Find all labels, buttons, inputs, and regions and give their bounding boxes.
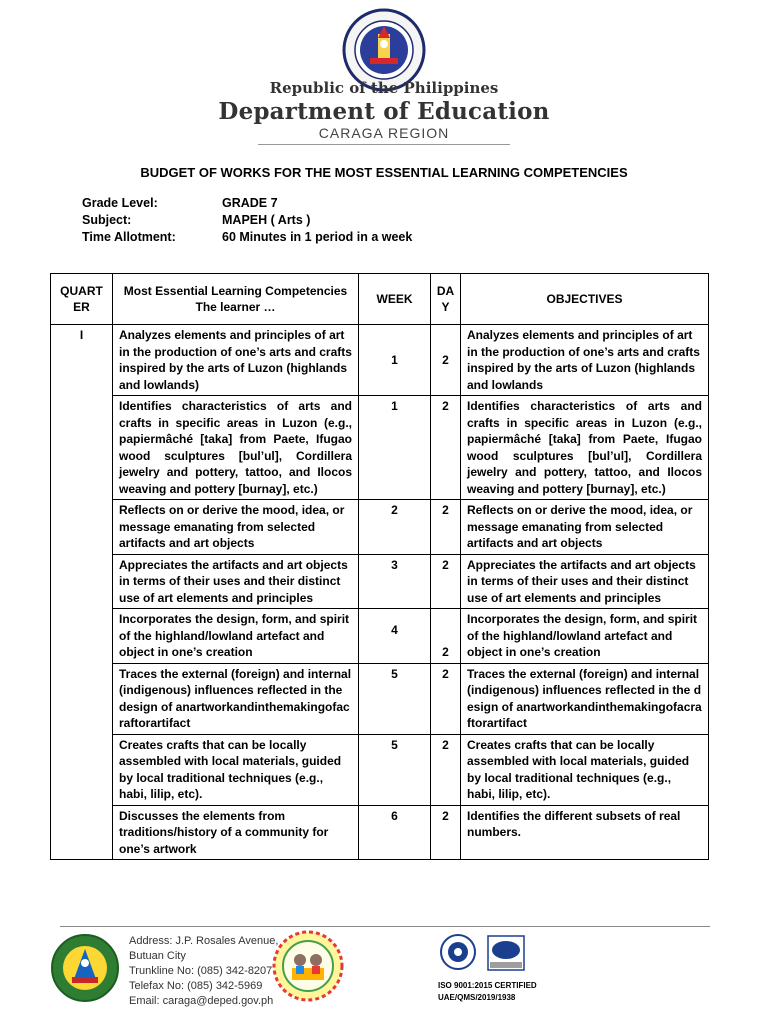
day-cell: 2 [431,609,461,664]
week-cell: 4 [359,609,431,664]
header-competency-line1: Most Essential Learning Competencies [123,283,348,298]
table-row [51,663,709,734]
day-cell: 2 [431,396,461,500]
quarter-cell: I [51,325,113,860]
header-divider [258,144,510,145]
table-row [51,554,709,609]
address-city: Butuan City [129,950,186,962]
day-cell: 2 [431,663,461,734]
iso-cert-label: ISO 9001:2015 CERTIFIED [438,981,537,990]
info-label: Subject: [82,213,132,227]
footer-divider [60,926,710,927]
objective-cell: Identifies characteristics of arts and crafts in specific areas in Luzon (e.g., papiermâché [taka] from Paete, Ifugao wood sculptures [bul’ul], Cordillera jewelry and pottery, tattoo, and Ilocos weaving and pottery [burnay], etc.) [461,396,709,500]
caraga-region-logo [50,933,120,1003]
competency-cell: Analyzes elements and principles of art in the production of one’s arts and crafts inspired by the arts of Luzon (highlands and lowlands) [113,325,359,396]
table-row [51,609,709,664]
iso-cert-number: UAE/QMS/2019/1938 [438,993,516,1002]
day-cell: 2 [431,805,461,860]
region-name: CARAGA REGION [318,125,450,141]
table-row [51,734,709,805]
header-week: WEEK [359,274,431,325]
day-cell: 2 [431,734,461,805]
competency-cell: Creates crafts that can be locally assembled with local materials, guided by local traditional techniques (e.g., habi, lilip, etc). [113,734,359,805]
info-value: MAPEH ( Arts ) [222,213,311,227]
week-cell: 5 [359,663,431,734]
course-info [82,196,412,247]
week-cell: 5 [359,734,431,805]
objective-cell: Incorporates the design, form, and spirit of the highland/lowland artefact and object in one’s creation [461,609,709,664]
week-cell: 1 [359,396,431,500]
telefax: Telefax No: (085) 342-5969 [129,980,263,992]
table-row [51,396,709,500]
competency-cell: Reflects on or derive the mood, idea, or message emanating from selected artifacts and art objects [113,500,359,555]
day-cell: 2 [431,500,461,555]
table-header-row [51,274,709,325]
day-cell: 2 [431,554,461,609]
day-cell: 2 [431,325,461,396]
header-competency [113,274,359,325]
objective-cell: Creates crafts that can be locally assembled with local materials, guided by local traditional techniques (e.g., habi, lilip, etc). [461,734,709,805]
objective-cell: Traces the external (foreign) and internal (indigenous) influences reflected in the design of anartworkandinthemakingofacraftorartifact [461,663,709,734]
header-objectives: OBJECTIVES [461,274,709,325]
info-label: Time Allotment: [82,230,176,244]
header-competency-line2: The learner … [195,300,276,314]
trunkline: Trunkline No: (085) 342-8207 [129,965,273,977]
competency-cell: Identifies characteristics of arts and crafts in specific areas in Luzon (e.g., papiermâché [taka] from Paete, Ifugao wood sculptures [bul’ul], Cordillera jewelry and pottery, tattoo, and Ilocos weaving and pottery [burnay], etc.) [113,396,359,500]
week-cell: 1 [359,325,431,396]
email: Email: caraga@deped.gov.ph [129,995,274,1007]
objective-cell: Appreciates the artifacts and art objects in terms of their uses and their distinct use of art elements and principles [461,554,709,609]
objective-cell: Identifies the different subsets of real numbers. [461,805,709,860]
table-row [51,805,709,860]
objective-cell: Reflects on or derive the mood, idea, or message emanating from selected artifacts and art objects [461,500,709,555]
footer-address [129,934,278,1009]
info-value: GRADE 7 [222,196,278,210]
table-row [51,325,709,396]
header-day: DA Y [431,274,461,325]
competency-cell: Discusses the elements from traditions/history of a community for one’s artwork [113,805,359,860]
competencies-table [50,273,709,860]
competency-cell: Appreciates the artifacts and art objects in terms of their uses and their distinct use of art elements and principles [113,554,359,609]
department-name: Department of Education [218,98,550,125]
school-program-logo [272,930,344,1002]
week-cell: 6 [359,805,431,860]
week-cell: 3 [359,554,431,609]
info-row-grade [82,196,412,213]
header-quarter: QUART ER [51,274,113,325]
document-title: BUDGET OF WORKS FOR THE MOST ESSENTIAL LEARNING COMPETENCIES [140,165,628,180]
objective-cell: Analyzes elements and principles of art in the production of one’s arts and crafts inspired by the arts of Luzon (highlands and lowlands [461,325,709,396]
letterhead [0,0,768,150]
info-value: 60 Minutes in 1 period in a week [222,230,413,244]
info-label: Grade Level: [82,196,158,210]
address-line: Address: J.P. Rosales Avenue, [129,935,279,947]
competency-cell: Incorporates the design, form, and spirit of the highland/lowland artefact and object in one’s creation [113,609,359,664]
republic-line: Republic of the Philippines [269,79,499,97]
competency-cell: Traces the external (foreign) and internal (indigenous) influences reflected in the design of anartworkandinthemakingofacraftorartifact [113,663,359,734]
info-row-subject [82,213,412,230]
info-row-time [82,230,412,247]
table-row [51,500,709,555]
week-cell: 2 [359,500,431,555]
iso-certification-logos [438,932,530,1002]
